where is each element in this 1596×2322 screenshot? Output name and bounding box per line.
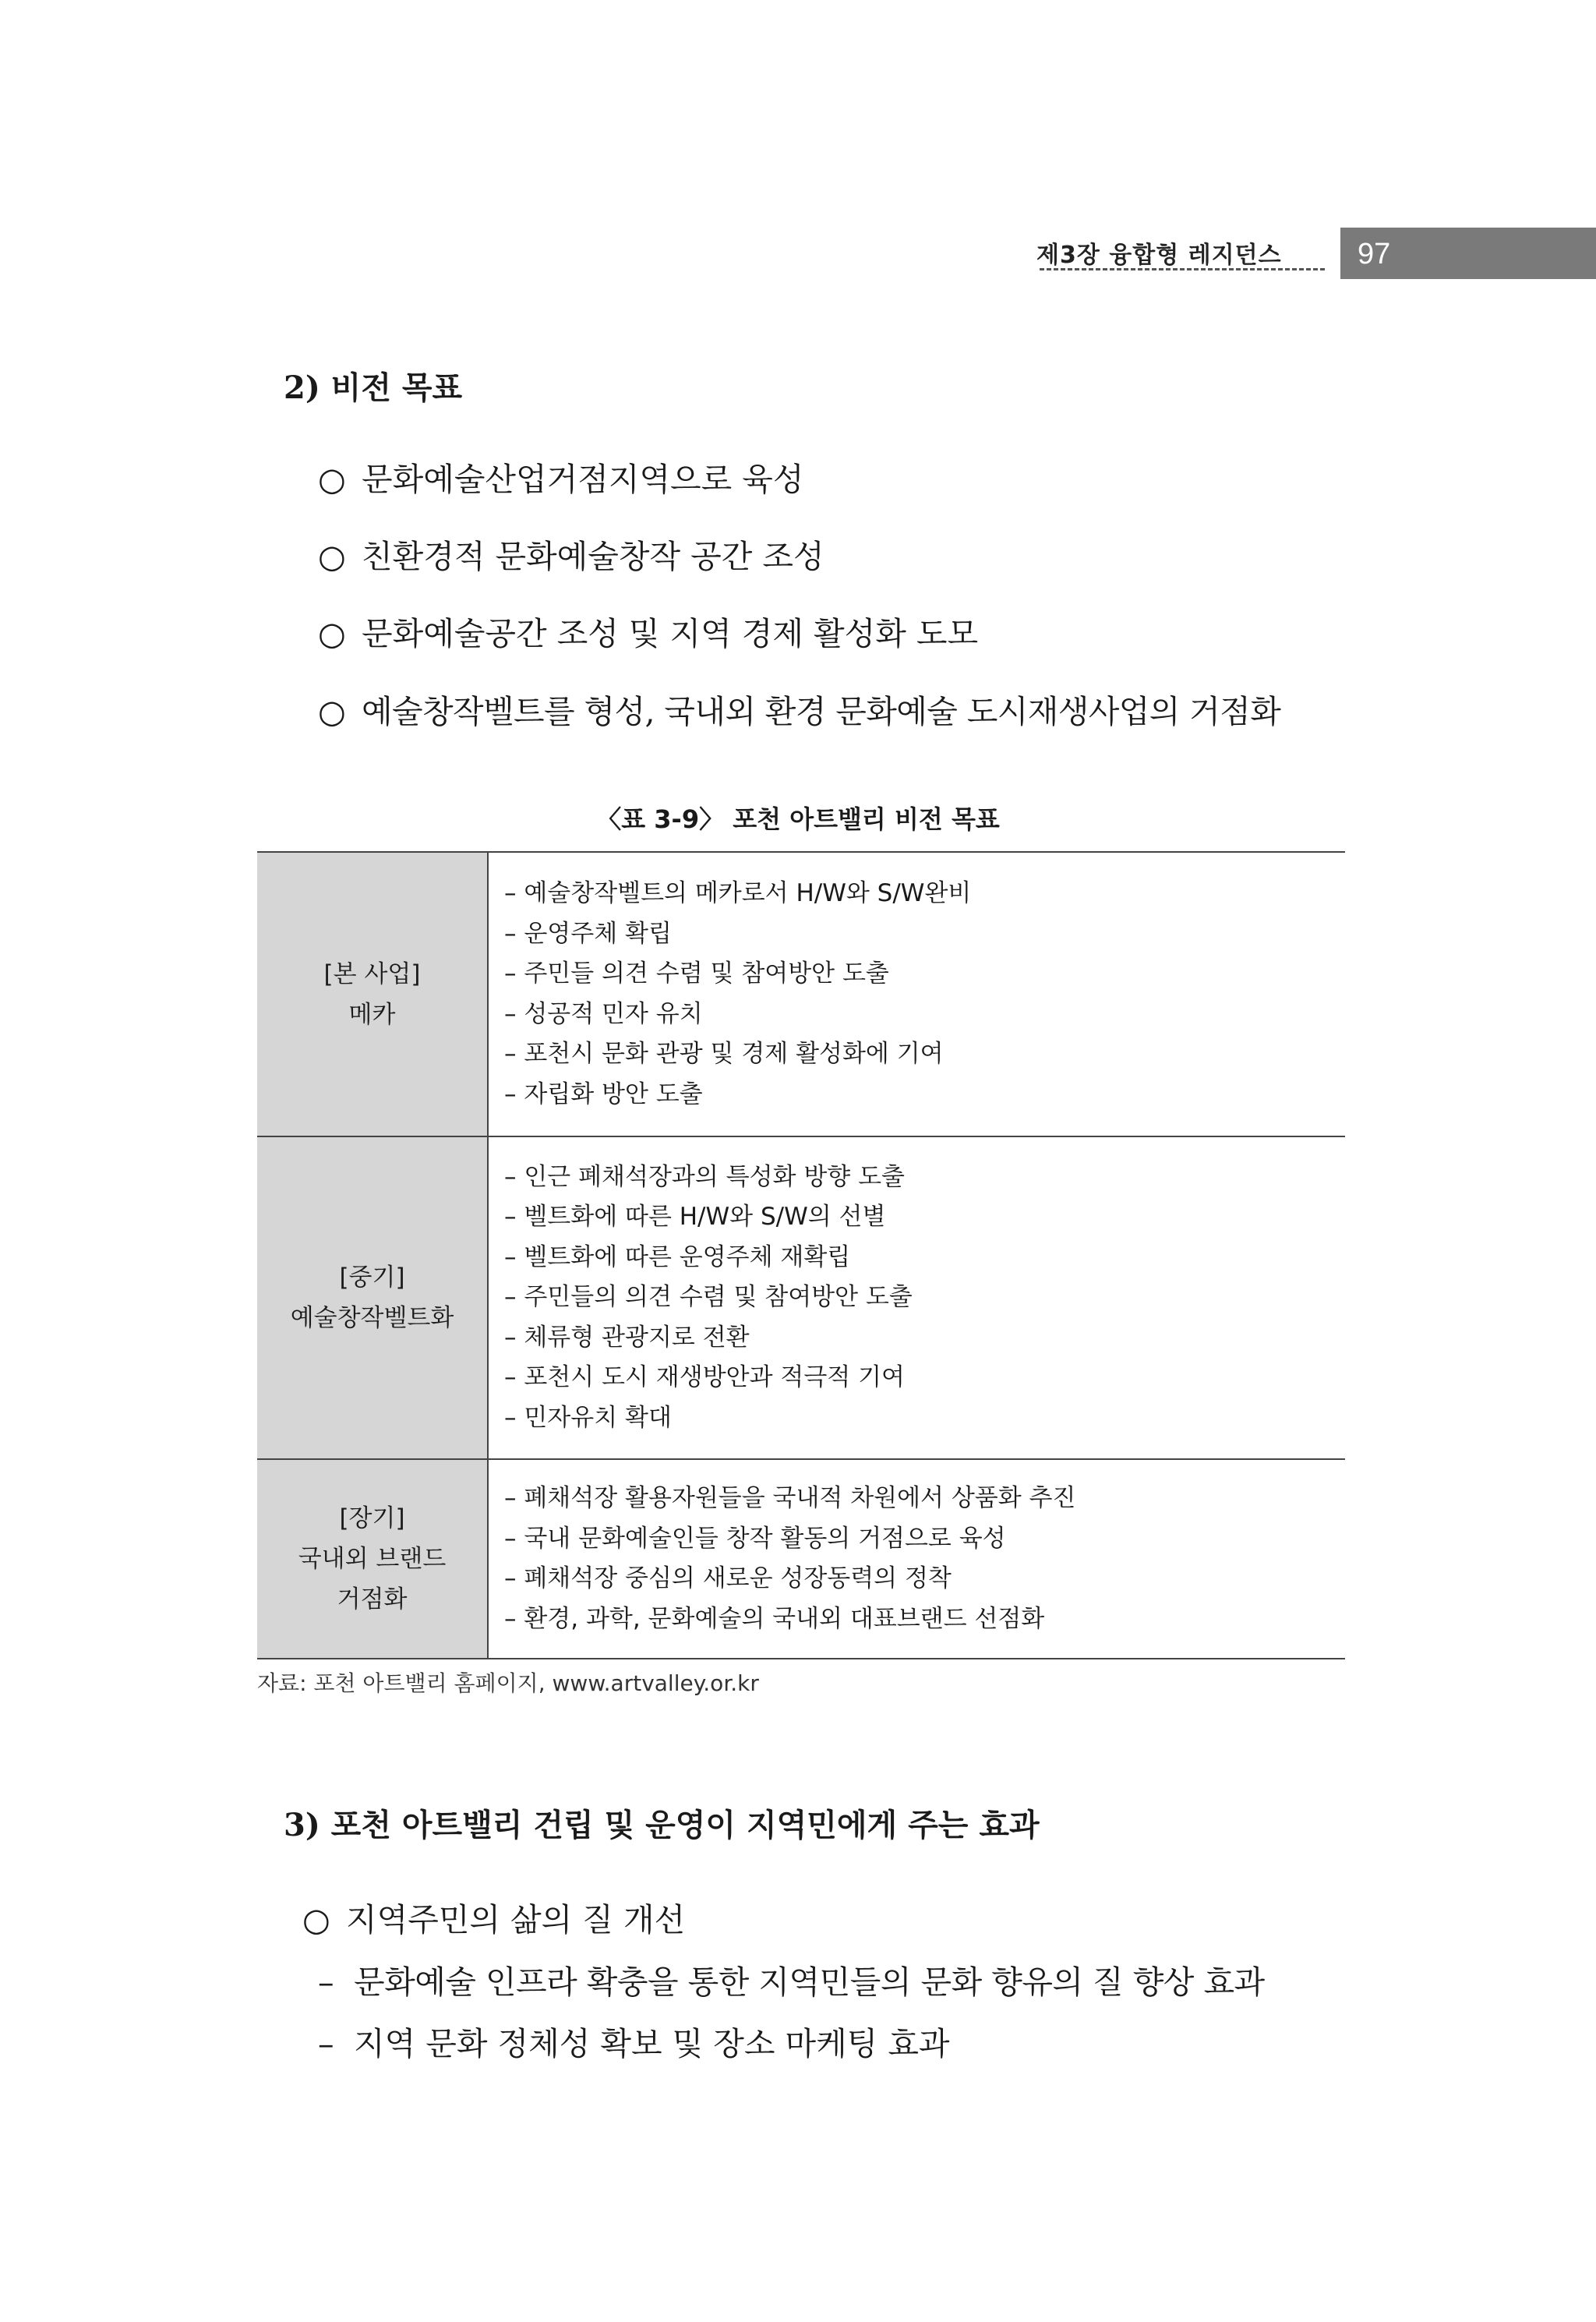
list-item: – 자립화 방안 도출 [504, 1075, 1345, 1115]
table-source-note: 자료: 포천 아트밸리 홈페이지, www.artvalley.or.kr [257, 1670, 759, 1696]
page-number: 97 [1358, 238, 1391, 270]
circle-bullet-icon: ○ [302, 1901, 330, 1939]
circle-bullet-icon: ○ [318, 693, 346, 730]
table-row [257, 1459, 1345, 1659]
list-item: – 주민들의 의견 수렴 및 참여방안 도출 [504, 1278, 1345, 1318]
list-item: – 벨트화에 따른 운영주체 재확립 [504, 1238, 1345, 1278]
circle-bullet-icon: ○ [318, 461, 346, 498]
list-item: – 성공적 민자 유치 [504, 995, 1345, 1035]
list-item: – 폐채석장 중심의 새로운 성장동력의 정착 [504, 1559, 1345, 1599]
row-label-cell: [본 사업] 메카 [257, 852, 488, 1136]
list-item: – 폐채석장 활용자원들을 국내적 차원에서 상품화 추진 [504, 1479, 1345, 1519]
list-item: – 벨트화에 따른 H/W와 S/W의 선별 [504, 1197, 1345, 1238]
list-item: – 포천시 도시 재생방안과 적극적 기여 [504, 1358, 1345, 1398]
header-dashed-rule [1040, 268, 1325, 270]
effects-dash-item-1: – 문화예술 인프라 확충을 통한 지역민들의 문화 향유의 질 향상 효과 [318, 1963, 1265, 2001]
row-label-cell: [장기] 국내외 브랜드 거점화 [257, 1459, 488, 1659]
circle-bullet-icon: ○ [318, 615, 346, 652]
vision-bullet-4: ○ 예술창작벨트를 형성, 국내외 환경 문화예술 도시재생사업의 거점화 [318, 693, 1281, 730]
list-item: – 민자유치 확대 [504, 1398, 1345, 1439]
list-item: – 인근 폐채석장과의 특성화 방향 도출 [504, 1157, 1345, 1198]
row-items-cell [488, 852, 1345, 1136]
list-item: – 환경, 과학, 문화예술의 국내외 대표브랜드 선점화 [504, 1599, 1345, 1640]
list-item: – 체류형 관광지로 전환 [504, 1318, 1345, 1359]
section-heading-effects: 3) 포천 아트밸리 건립 및 운영이 지역민에게 주는 효과 [284, 1807, 1040, 1843]
section-heading-vision: 2) 비전 목표 [284, 369, 463, 406]
list-item: – 포천시 문화 관광 및 경제 활성화에 기여 [504, 1034, 1345, 1075]
vision-bullet-2: ○ 친환경적 문화예술창작 공간 조성 [318, 538, 824, 575]
row-items-cell [488, 1136, 1345, 1459]
table-caption: 〈표 3-9〉 포천 아트밸리 비전 목표 [596, 804, 1000, 834]
dash-bullet-icon: – [318, 2025, 334, 2062]
table-row [257, 1136, 1345, 1459]
vision-bullet-1: ○ 문화예술산업거점지역으로 육성 [318, 461, 804, 498]
effects-bullet: ○ 지역주민의 삶의 질 개선 [302, 1901, 686, 1939]
dash-bullet-icon: – [318, 1963, 334, 2001]
table-row [257, 852, 1345, 1136]
running-chapter-title: 제3장 융합형 레지던스 [1036, 242, 1282, 269]
list-item: – 주민들 의견 수렴 및 참여방안 도출 [504, 954, 1345, 995]
row-label-cell: [중기] 예술창작벨트화 [257, 1136, 488, 1459]
effects-dash-item-2: – 지역 문화 정체성 확보 및 장소 마케팅 효과 [318, 2025, 950, 2062]
vision-bullet-3: ○ 문화예술공간 조성 및 지역 경제 활성화 도모 [318, 615, 979, 652]
row-items-cell [488, 1459, 1345, 1659]
list-item: – 운영주체 확립 [504, 914, 1345, 955]
vision-goals-table [257, 851, 1345, 1659]
list-item: – 예술창작벨트의 메카로서 H/W와 S/W완비 [504, 874, 1345, 914]
circle-bullet-icon: ○ [318, 538, 346, 575]
page-number-tab [1340, 228, 1596, 279]
list-item: – 국내 문화예술인들 창작 활동의 거점으로 육성 [504, 1519, 1345, 1560]
